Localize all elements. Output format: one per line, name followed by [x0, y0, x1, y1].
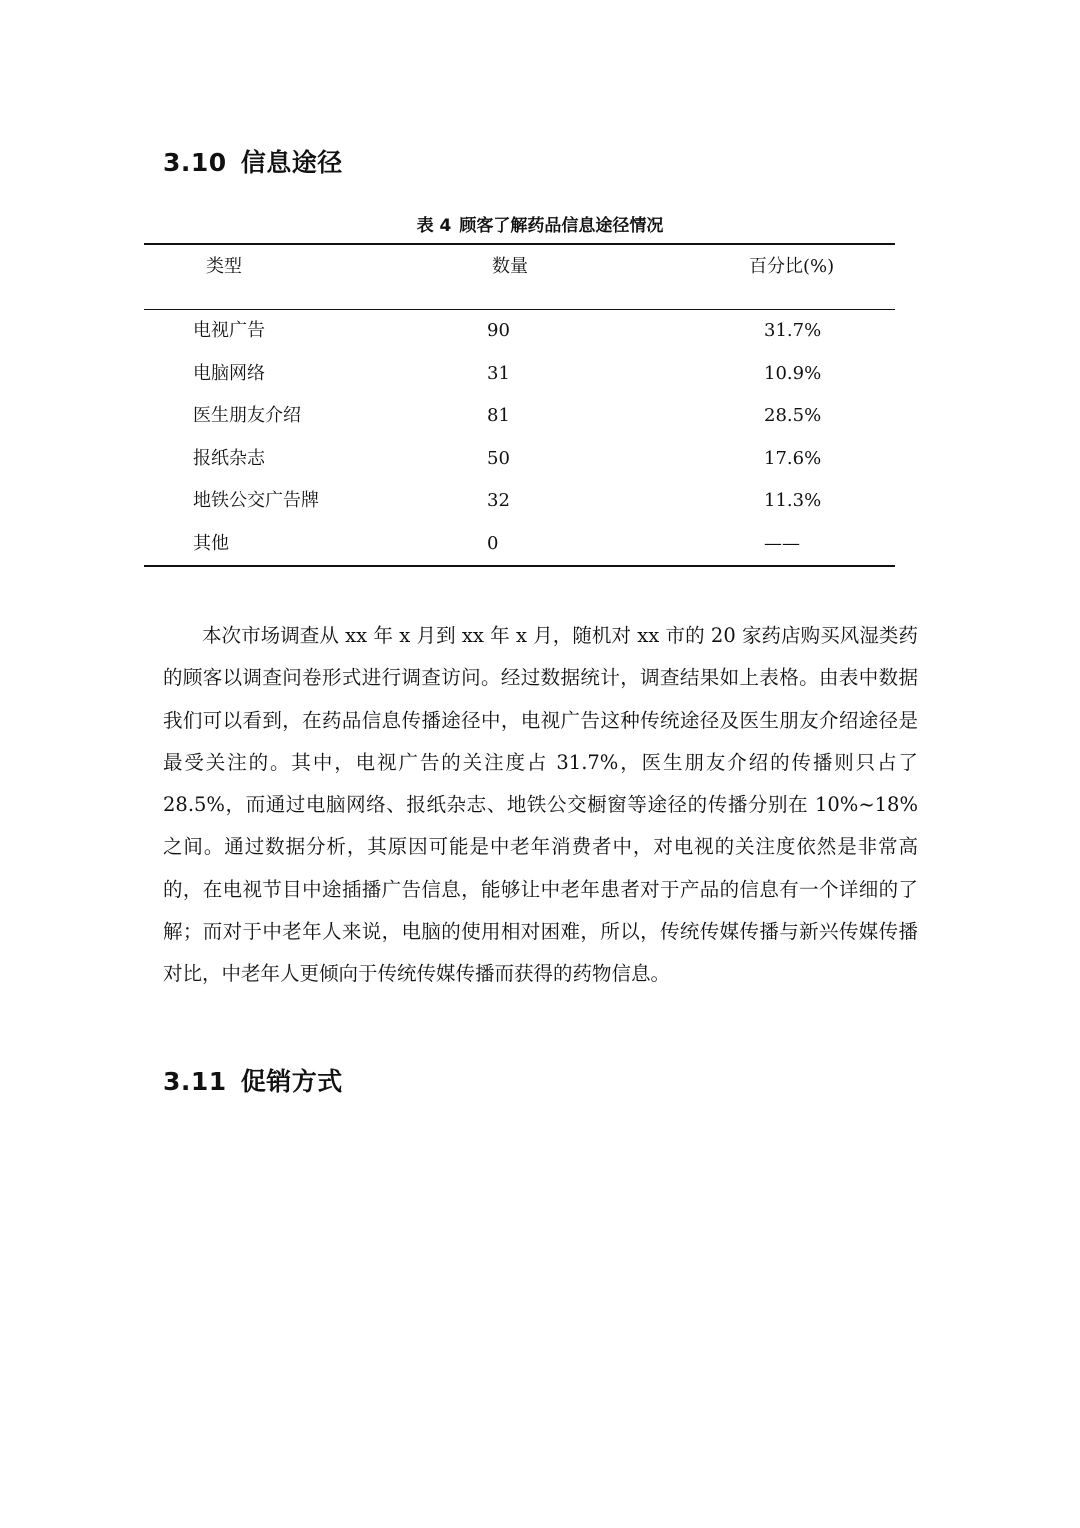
row-percent: —— — [764, 533, 800, 554]
table-bottom-rule — [144, 565, 895, 567]
row-percent: 28.5% — [764, 405, 822, 426]
row-count: 32 — [487, 490, 510, 511]
row-count: 0 — [487, 533, 499, 554]
section-number: 3.10 — [163, 148, 227, 177]
row-count: 31 — [487, 363, 510, 384]
table-header-count: 数量 — [492, 256, 528, 277]
row-count: 90 — [487, 320, 510, 341]
row-type: 电视广告 — [193, 320, 265, 341]
row-type: 报纸杂志 — [193, 448, 265, 469]
table-caption-label: 表 4 — [416, 216, 452, 236]
row-type: 电脑网络 — [193, 363, 265, 384]
row-type: 地铁公交广告牌 — [193, 490, 319, 511]
row-type: 其他 — [193, 533, 229, 554]
row-count: 81 — [487, 405, 510, 426]
section-number: 3.11 — [163, 1067, 227, 1096]
section-heading-3-10 — [163, 143, 343, 179]
body-paragraph: 本次市场调查从 xx 年 x 月到 xx 年 x 月，随机对 xx 市的 20 家药店购买风湿类药的顾客以调查问卷形式进行调查访问。经过数据统计，调查结果如上表格。由表中数据我们可以看到，在药品信息传播途径中，电视广告这种传统途径及医生朋友介绍途径是最受关注的。其中，电视广告的关注度占 31.7%，医生朋友介绍的传播则只占了 28.5%，而通过电脑网络、报纸杂志、地铁公交橱窗等途径的传播分别在 10%~18%之间。通过数据分析，其原因可能是中老年消费者中，对电视的关注度依然是非常高的，在电视节目中途插播广告信息，能够让中老年患者对于产品的信息有一个详细的了解；而对于中老年人来说，电脑的使用相对困难，所以，传统传媒传播与新兴传媒传播对比，中老年人更倾向于传统传媒传播而获得的药物信息。 — [163, 624, 918, 986]
table-top-rule — [144, 243, 895, 245]
row-percent: 31.7% — [764, 320, 822, 341]
table-header-rule — [144, 309, 895, 310]
row-percent: 10.9% — [764, 363, 822, 384]
row-type: 医生朋友介绍 — [193, 405, 301, 426]
section-heading-3-11 — [163, 1062, 343, 1098]
section-title: 促销方式 — [240, 1067, 343, 1096]
table-header-type: 类型 — [206, 256, 242, 277]
section-title: 信息途径 — [240, 148, 343, 177]
row-percent: 11.3% — [764, 490, 822, 511]
row-percent: 17.6% — [764, 448, 822, 469]
table-caption-title: 顾客了解药品信息途径情况 — [459, 216, 664, 236]
row-count: 50 — [487, 448, 510, 469]
table-caption — [0, 211, 1080, 236]
table-header-percent: 百分比(%) — [749, 256, 835, 277]
